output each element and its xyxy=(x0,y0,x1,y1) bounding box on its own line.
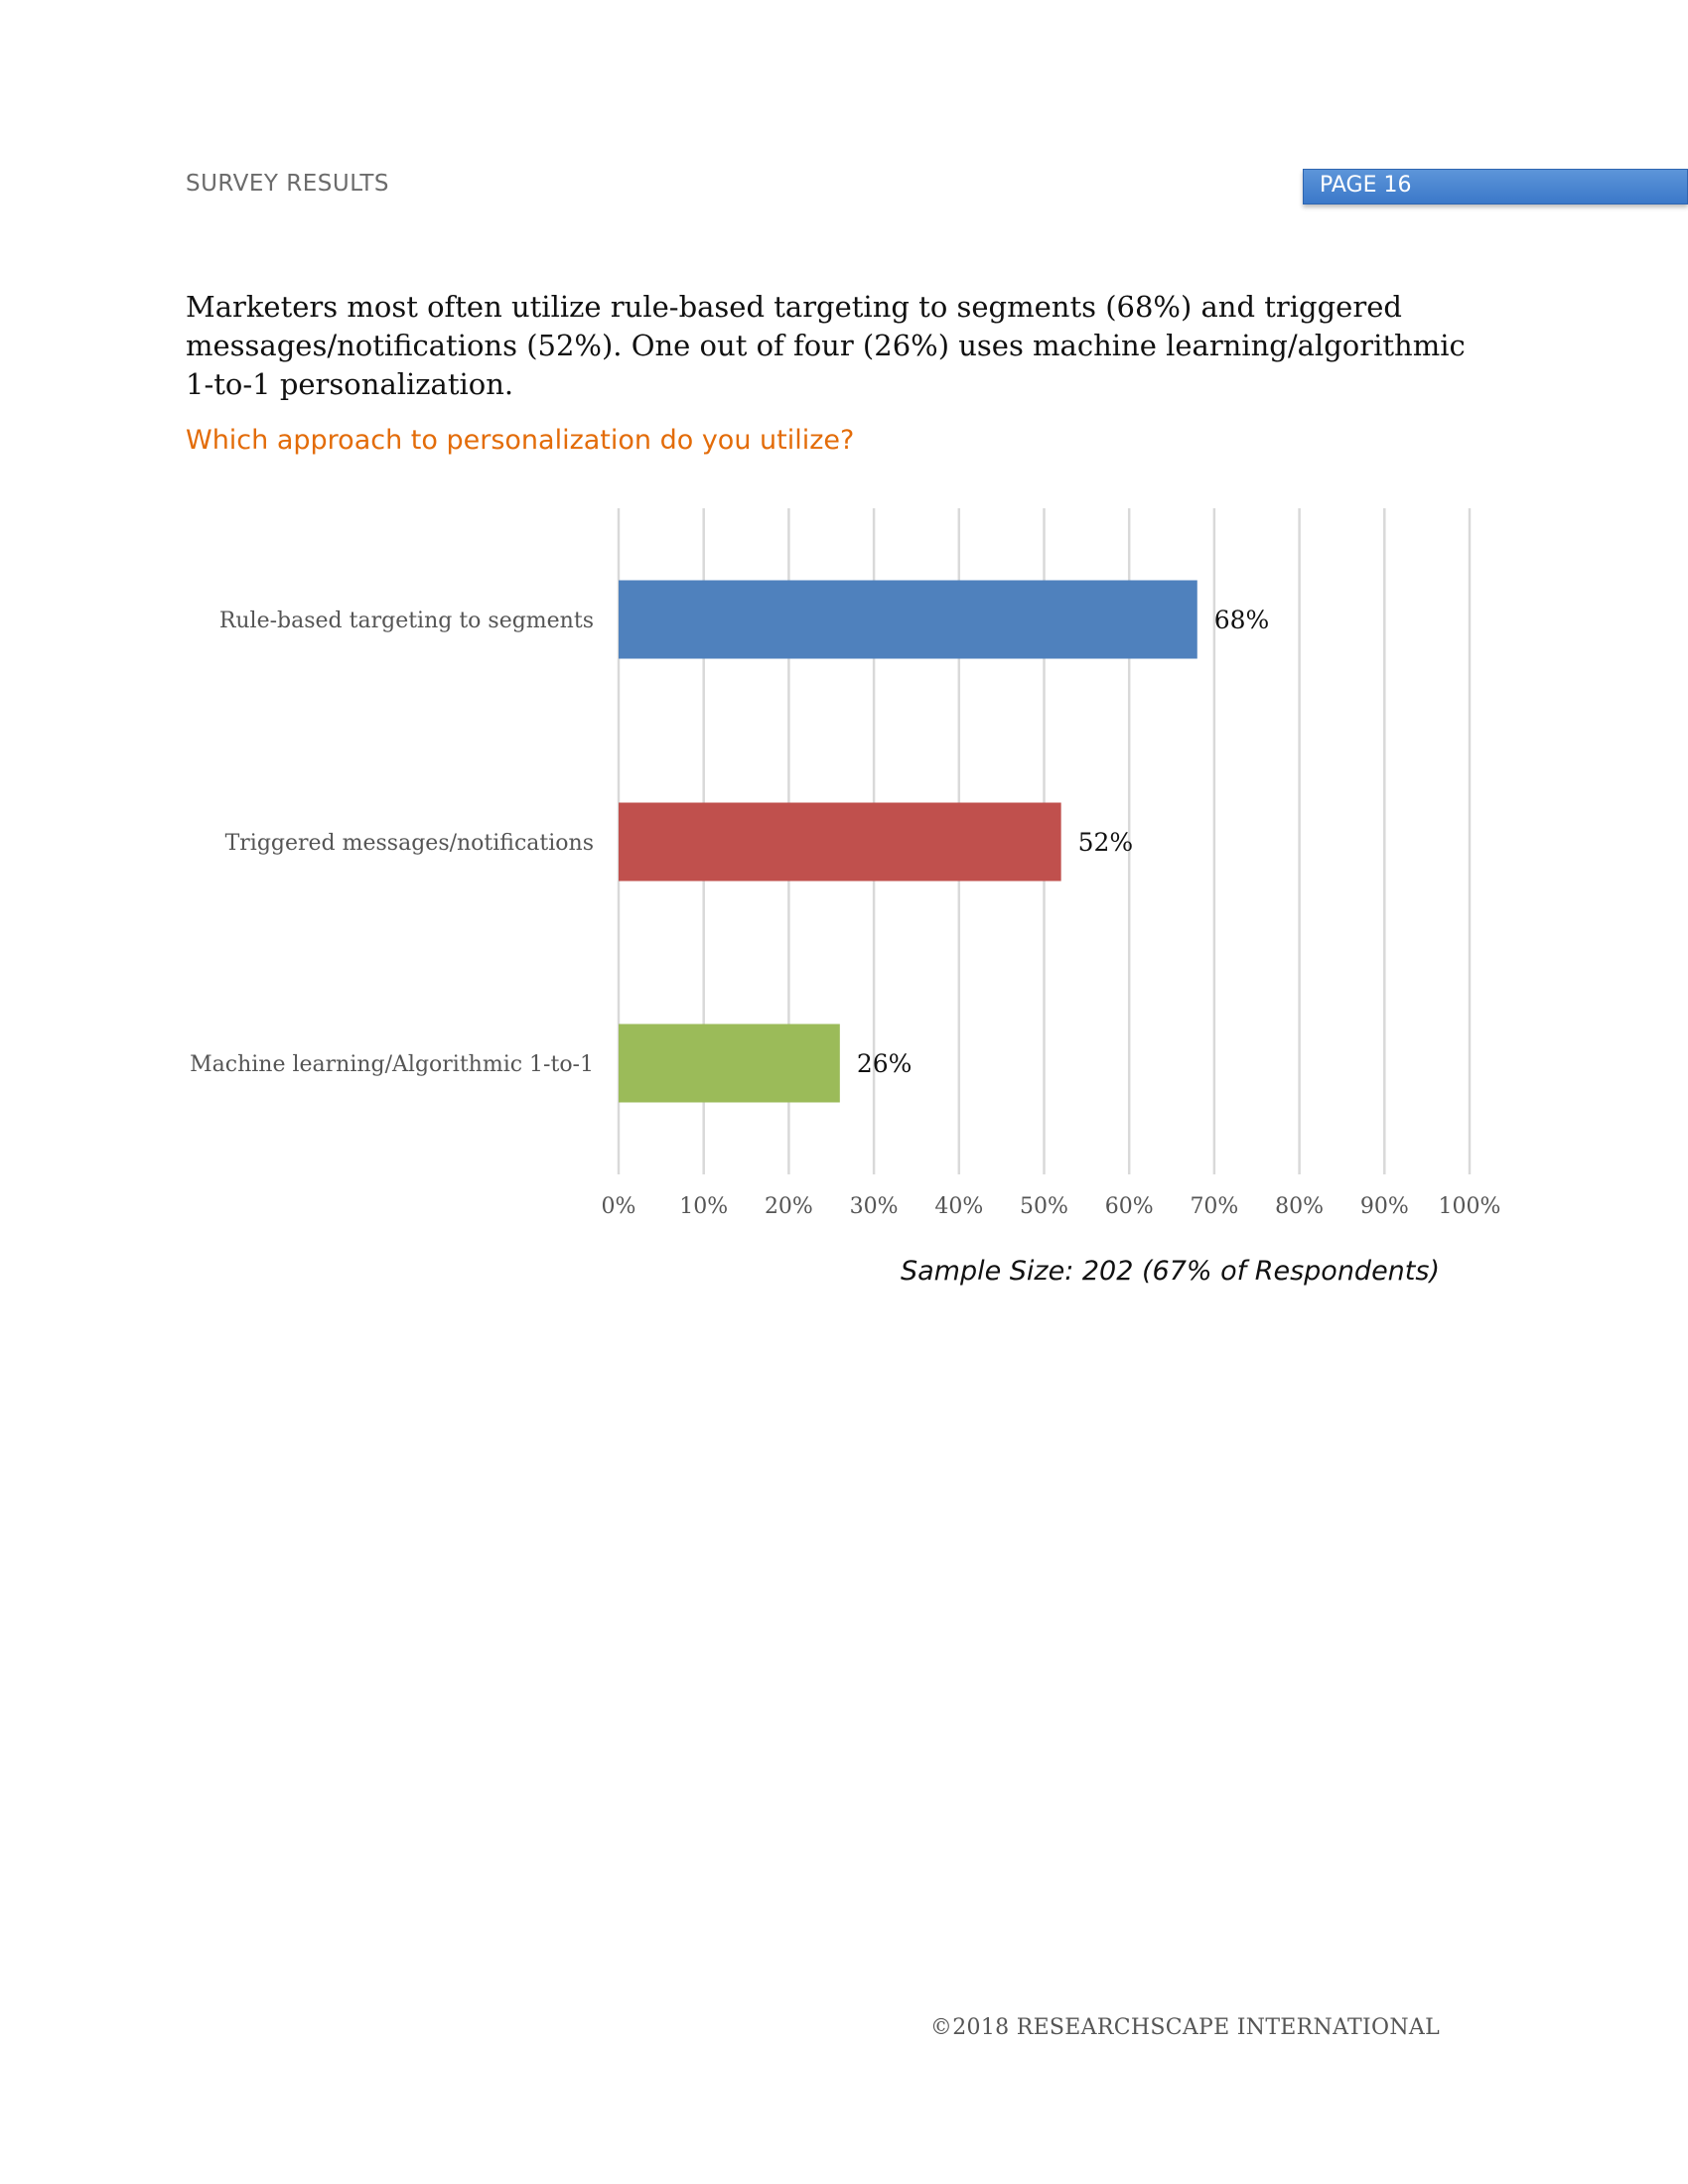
section-label: SURVEY RESULTS xyxy=(186,171,390,197)
category-label: Rule-based targeting to segments xyxy=(218,609,594,633)
data-label: 68% xyxy=(1213,606,1270,634)
x-tick-label: 60% xyxy=(1104,1194,1154,1219)
x-tick-label: 0% xyxy=(601,1194,636,1219)
headline-text: Marketers most often utilize rule-based targeting to segments (68%) and triggered messages/notifications (52%). One out of four (26%) uses machine learning/algorithmic 1-to-1 personalization. xyxy=(186,290,1466,401)
x-tick-label: 10% xyxy=(679,1194,729,1219)
bar-2 xyxy=(619,803,1061,882)
category-label: Machine learning/Algorithmic 1-to-1 xyxy=(190,1052,594,1077)
x-tick-label: 90% xyxy=(1359,1194,1409,1219)
x-tick-label: 20% xyxy=(764,1194,813,1219)
x-tick-label: 30% xyxy=(849,1194,899,1219)
x-tick-label: 50% xyxy=(1020,1194,1068,1219)
x-tick-label: 100% xyxy=(1438,1194,1501,1219)
data-label: 52% xyxy=(1077,828,1134,857)
x-tick-label: 80% xyxy=(1275,1194,1325,1219)
bar-3 xyxy=(619,1024,840,1103)
data-label: 26% xyxy=(856,1049,913,1078)
chart-tick-labels xyxy=(602,1194,1501,1219)
sample-size-note: Sample Size: 202 (67% of Respondents) xyxy=(900,1256,1440,1287)
page-number-label: PAGE 16 xyxy=(1320,173,1412,198)
copyright-footer: ©2018 RESEARCHSCAPE INTERNATIONAL xyxy=(929,2015,1440,2040)
survey-question: Which approach to personalization do you utilize? xyxy=(186,425,855,456)
category-label: Triggered messages/notifications xyxy=(224,831,594,856)
x-tick-label: 40% xyxy=(934,1194,984,1219)
chart-category-labels xyxy=(190,609,594,1077)
bar-1 xyxy=(619,581,1197,659)
x-tick-label: 70% xyxy=(1190,1194,1239,1219)
